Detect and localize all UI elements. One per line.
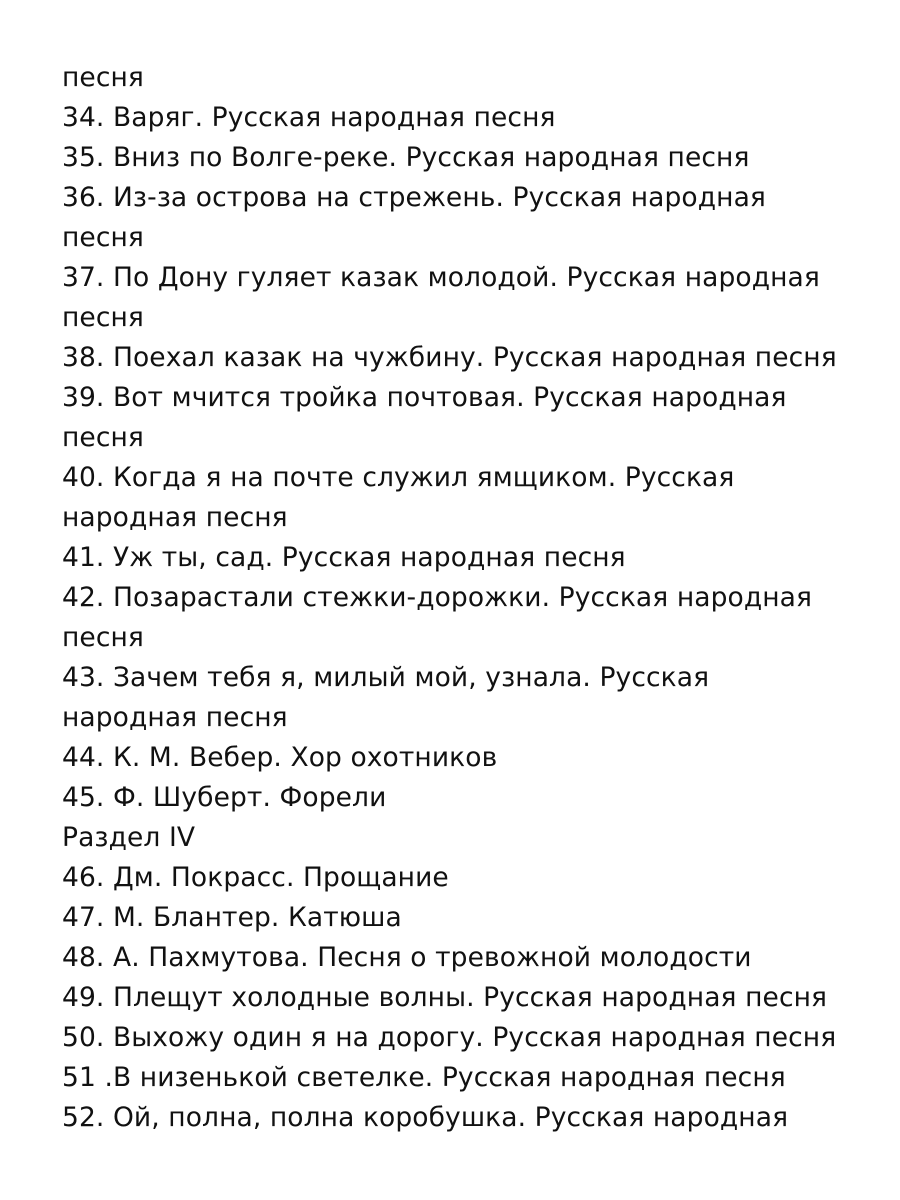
song-item-39: 39. Вот мчится тройка почтовая. Русская народная [62,382,787,413]
text-line: народная песня [62,702,288,733]
text-line: песня [62,62,144,93]
text-line: песня [62,622,144,653]
song-item-41: 41. Уж ты, сад. Русская народная песня [62,542,626,573]
song-item-34: 34. Варяг. Русская народная песня [62,102,556,133]
song-item-40: 40. Когда я на почте служил ямщиком. Русская [62,462,735,493]
song-item-49: 49. Плещут холодные волны. Русская народная песня [62,982,828,1013]
section-heading: Раздел IV [62,822,196,853]
song-item-36: 36. Из-за острова на стрежень. Русская народная [62,182,766,213]
text-line: песня [62,422,144,453]
song-item-42: 42. Позарастали стежки-дорожки. Русская народная [62,582,813,613]
song-item-47: 47. М. Блантер. Катюша [62,902,402,933]
song-item-44: 44. К. М. Вебер. Хор охотников [62,742,498,773]
song-item-43: 43. Зачем тебя я, милый мой, узнала. Русская [62,662,710,693]
song-item-52: 52. Ой, полна, полна коробушка. Русская народная [62,1102,789,1133]
text-line: народная песня [62,502,288,533]
song-item-51: 51 .В низенькой светелке. Русская народная песня [62,1062,786,1093]
song-item-35: 35. Вниз по Волге-реке. Русская народная песня [62,142,750,173]
song-item-48: 48. А. Пахмутова. Песня о тревожной молодости [62,942,752,973]
document-page [62,58,882,1138]
song-item-50: 50. Выхожу один я на дорогу. Русская народная песня [62,1022,837,1053]
song-item-37: 37. По Дону гуляет казак молодой. Русская народная [62,262,820,293]
text-line: песня [62,222,144,253]
song-item-46: 46. Дм. Покрасс. Прощание [62,862,449,893]
song-item-38: 38. Поехал казак на чужбину. Русская народная песня [62,342,837,373]
song-item-45: 45. Ф. Шуберт. Форели [62,782,387,813]
text-line: песня [62,302,144,333]
